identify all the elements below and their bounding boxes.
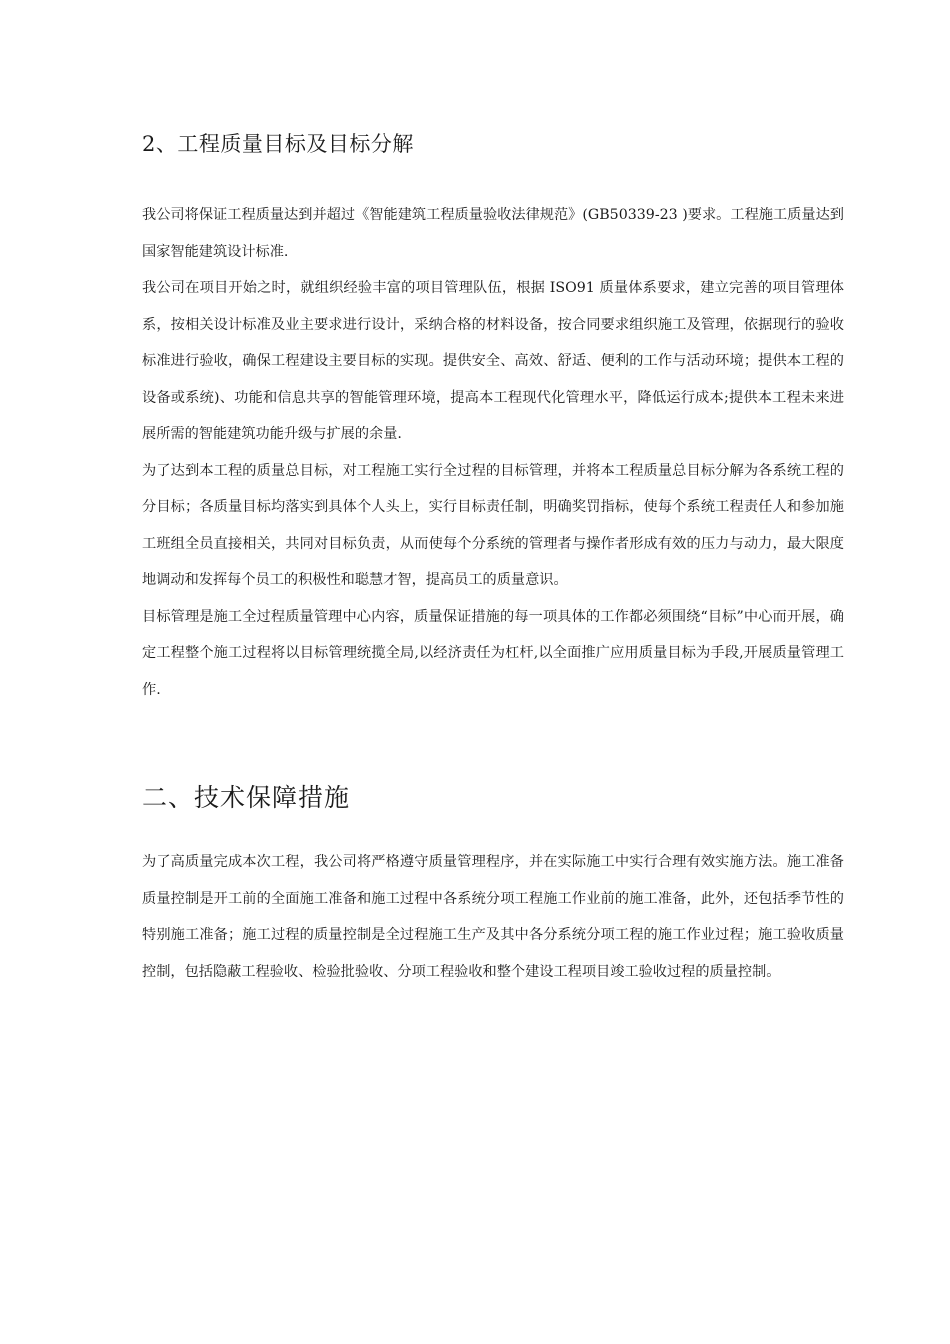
paragraph-goal-decomposition: 为了达到本工程的质量总目标，对工程施工实行全过程的目标管理，并将本工程质量总目标分解为各系统工程的分目标；各质量目标均落实到具体个人头上，实行目标责任制，明确奖罚指标，使每个系统工程责任人和参加施工班组全员直接相关，共同对目标负责，从而使每个分系统的管理者与操作者形成有效的压力与动力，最大限度地调动和发挥每个员工的积极性和聪慧才智，提高员工的质量意识。 [142,462,844,588]
paragraph-goal-management: 目标管理是施工全过程质量管理中心内容，质量保证措施的每一项具体的工作都必须围绕“目标”中心而开展，确定工程整个施工过程将以目标管理统揽全局,以经济责任为杠杆,以全面推广应用质量目标为手段,开展质量管理工作. [142,608,844,698]
paragraph-standard: 我公司将保证工程质量达到并超过《智能建筑工程质量验收法律规范》(GB50339-23 )要求。工程施工质量达到国家智能建筑设计标准. [142,207,844,260]
paragraph-management-system: 我公司在项目开始之时，就组织经验丰富的项目管理队伍，根据 ISO91 质量体系要求，建立完善的项目管理体系，按相关设计标准及业主要求进行设计，采纳合格的材料设备，按合同要求组织施工及管理，依据现行的验收标准进行验收，确保工程建设主要目标的实现。提供安全、高效、舒适、便利的工作与活动环境；提供本工程的设备或系统)、功能和信息共享的智能管理环境，提高本工程现代化管理水平，降低运行成本;提供本工程未来进展所需的智能建筑功能升级与扩展的余量. [142,280,844,442]
section-quality-goal-body [142,197,844,708]
section-technical-measures-body [142,844,844,990]
heading-technical-measures: 二、技术保障措施 [142,783,351,812]
paragraph-quality-control: 为了高质量完成本次工程，我公司将严格遵守质量管理程序，并在实际施工中实行合理有效实施方法。施工准备质量控制是开工前的全面施工准备和施工过程中各系统分项工程施工作业前的施工准备，此外，还包括季节性的特别施工准备；施工过程的质量控制是全过程施工生产及其中各分系统分项工程的施工作业过程；施工验收质量控制，包括隐蔽工程验收、检验批验收、分项工程验收和整个建设工程项目竣工验收过程的质量控制。 [142,854,844,980]
subheading-quality-goal: 2、工程质量目标及目标分解 [142,132,414,156]
